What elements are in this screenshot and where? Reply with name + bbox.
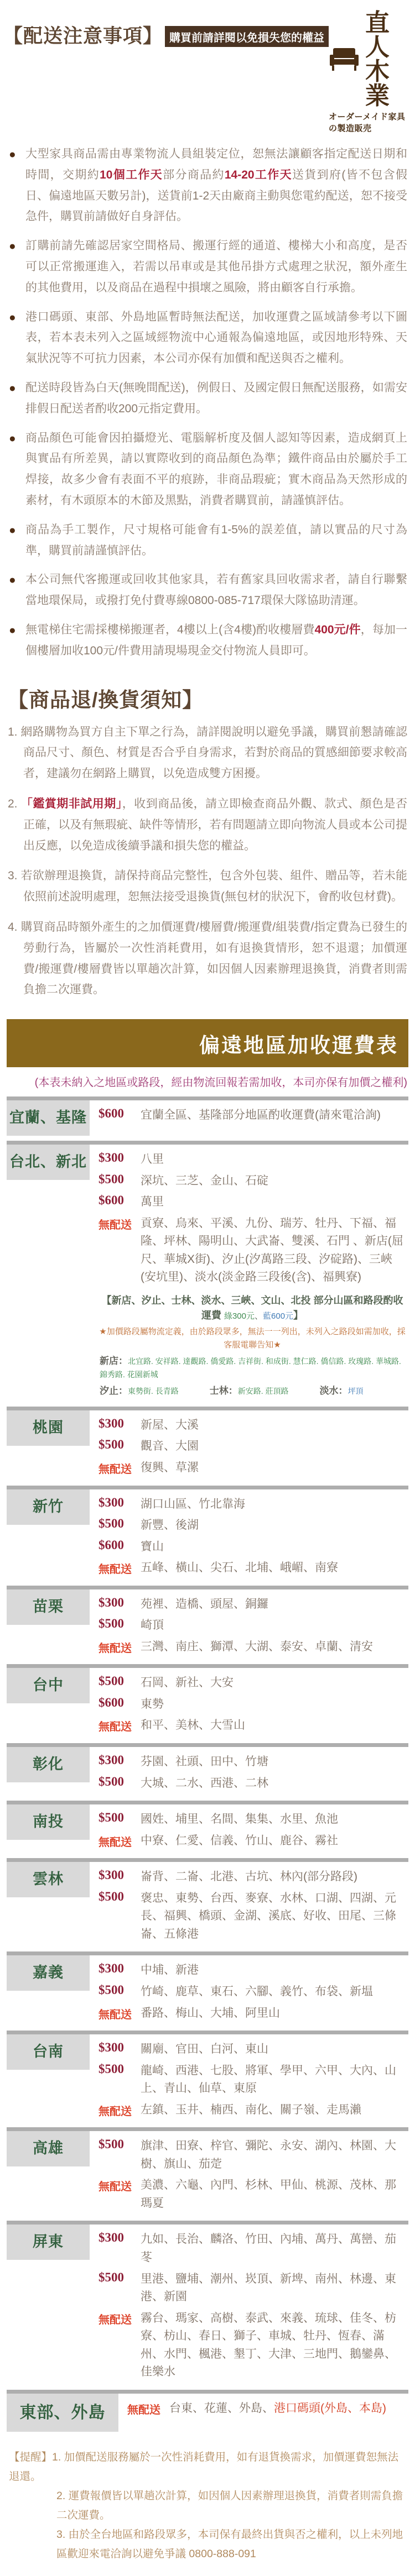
- text-segment: 汐止：: [100, 1385, 128, 1396]
- notice-text: [25, 311, 407, 365]
- fee-row-content: [90, 2034, 408, 2122]
- fee-price: $600: [98, 1538, 124, 1552]
- fee-noship-tag: 無配送: [98, 1721, 132, 1734]
- fee-areas: [141, 1559, 406, 1577]
- fee-areas: [141, 1151, 406, 1169]
- fee-price: $500: [98, 1889, 124, 1903]
- notice-text: [25, 523, 407, 557]
- fee-areas: [141, 1961, 406, 1980]
- bullet-icon: ●: [9, 381, 16, 395]
- fee-areas: [141, 1753, 406, 1771]
- fee-entry: [98, 1517, 406, 1535]
- return-item: [8, 794, 407, 856]
- returns-section: [0, 670, 415, 1001]
- text-segment: 10個工作天: [100, 168, 163, 181]
- text-segment: 關廟、官田、白河、東山: [141, 2043, 268, 2056]
- text-segment: 大城、二水、西港、二林: [141, 1776, 268, 1790]
- fee-row: [7, 2031, 408, 2127]
- text-segment: 3. 若欲辦理退換貨，請保持商品完整性，包含外包裝、組件、贈品等，若未能依照前述說明處理，恕無法接受退換貨(無包材的狀況下，會酌收包材費)。: [8, 869, 407, 904]
- fee-row-label: 台北、新北: [7, 1145, 90, 1180]
- text-segment: 深坑、三芝、金山、石碇: [141, 1174, 268, 1187]
- text-segment: ，每加一個樓層加收100元/件費用請現場現金交付物流人員即可。: [25, 623, 408, 657]
- fee-noship-tag: 無配送: [98, 2181, 132, 2194]
- title-group: [3, 21, 329, 49]
- fee-areas: [141, 2231, 406, 2267]
- fee-price: $500: [98, 1811, 124, 1825]
- fee-price: $500: [98, 1617, 124, 1631]
- fee-price: $500: [98, 1437, 124, 1452]
- fee-areas: [141, 1538, 406, 1556]
- fee-entry: [98, 2137, 406, 2173]
- notice-text: [25, 239, 407, 294]
- fee-row: [7, 2221, 408, 2389]
- text-segment: 東勢街. 長青路: [128, 1386, 179, 1395]
- fee-entry: [98, 2176, 406, 2212]
- text-segment: 宜蘭全區、基隆部分地區酌收運費(請來電洽詢): [141, 1109, 381, 1122]
- fee-areas: [169, 2400, 406, 2418]
- fee-areas: [141, 1983, 406, 2001]
- fee-price: $500: [98, 2137, 124, 2152]
- fee-entry: [98, 1496, 406, 1514]
- fee-entry: [98, 1961, 406, 1980]
- fee-areas: [141, 1890, 406, 1944]
- fee-entry: [98, 1215, 406, 1287]
- text-segment: 商品顏色可能會因拍攝燈光、電腦解析度及個人認知等因素，造成網頁上與實品有所差異，請以實際收到的商品顏色為準；鐵件商品由於屬於手工焊接，故多少會有表面不平的痕跡，非商品瑕疵；實木商品為天然形成的素材，有木頭原本的木節及黑點，消費者購買前，請謹慎評估。: [25, 431, 407, 507]
- text-segment: 台東、花蓮、外島、: [169, 2401, 274, 2415]
- text-segment: 左鎮、玉井、楠西、南化、關子嶺、走馬瀨: [141, 2103, 361, 2116]
- notices-list: [0, 136, 415, 662]
- notice-item: [8, 428, 407, 511]
- return-item: [8, 722, 407, 784]
- sofa-icon: [329, 47, 360, 72]
- fee-areas: [141, 1596, 406, 1614]
- text-segment: 萬里: [141, 1195, 164, 1209]
- footer-line: 2. 運費報價皆以單趟次計算，如因個人因素辦理退換貨，消費者則需負擔二次運費。: [56, 2489, 403, 2522]
- text-segment: 藍600元: [263, 1311, 294, 1321]
- notice-text: [25, 432, 407, 507]
- fee-areas: [141, 1416, 406, 1435]
- fee-noship-tag: 無配送: [98, 2313, 132, 2326]
- text-segment: 無電梯住宅需採樓梯搬運者，4樓以上(含4樓)酌收樓層費: [25, 623, 315, 636]
- fee-price: $500: [98, 1774, 124, 1788]
- text-segment: 1. 網路購物為買方自主下單之行為，請詳閱說明以避免爭議，購買前懇請確認商品尺寸、顏色、材質是否合乎自身需求，若對於商品的質感細節要求較高者，建議勿在網路上購買，以免造成雙方困擾。: [8, 725, 407, 780]
- fee-entry: [98, 1106, 406, 1125]
- fee-price: $300: [98, 1151, 124, 1165]
- fee-row-label: 東部、外島: [7, 2394, 118, 2432]
- fee-row-label: 苗栗: [7, 1589, 90, 1625]
- fee-areas: [141, 1811, 406, 1829]
- notice-item: [8, 620, 407, 662]
- fee-row-content: [90, 1489, 408, 1581]
- fee-row: [7, 1664, 408, 1743]
- fee-row: [7, 1141, 408, 1407]
- fee-row-content: [118, 2394, 408, 2432]
- fee-banner: 偏遠地區加收運費表: [7, 1019, 408, 1067]
- fee-entry: [98, 1775, 406, 1793]
- text-segment: 「鑑賞期非試用期」: [20, 797, 122, 810]
- bullet-icon: ●: [9, 574, 16, 587]
- notice-text: [25, 573, 407, 607]
- text-segment: 龍崎、西港、七股、將軍、學甲、六甲、大內、山上、青山、仙草、東原: [141, 2064, 396, 2095]
- fee-entry: [98, 2062, 406, 2098]
- fee-price: $500: [98, 1674, 124, 1688]
- fee-row: [7, 1486, 408, 1586]
- fee-row: [7, 1586, 408, 1665]
- fee-price: $300: [98, 2231, 124, 2245]
- fee-row-content: [90, 1804, 408, 1853]
- brand-top: [329, 11, 409, 108]
- text-segment: 旗津、田寮、梓官、彌陀、永安、湖內、林園、大樹、旗山、茄萣: [141, 2139, 396, 2170]
- fee-price: $600: [98, 1695, 124, 1709]
- text-segment: 寶山: [141, 1540, 164, 1553]
- notice-text: [25, 381, 407, 415]
- fee-noship-tag: 無配送: [98, 1463, 132, 1476]
- text-segment: 送貨到府(皆不包含假日、偏遠地區天數另計)，送貨前1-2天由廠商主動與您電約配送，恕不接受急件，購買前請做好自身評估。: [25, 168, 408, 223]
- text-segment: 2.: [8, 797, 21, 810]
- fee-entry: [98, 2231, 406, 2267]
- fee-areas: [141, 1106, 406, 1125]
- fee-entry: [98, 1416, 406, 1435]
- fee-table: [7, 1096, 408, 2437]
- fee-price: $600: [98, 1106, 124, 1121]
- text-segment: 】: [293, 1309, 304, 1321]
- text-segment: ★加價路段屬物流定義，由於路段眾多，無法一一列出，未列入之路段如需加收，採客服電聯告知★: [99, 1326, 406, 1350]
- text-segment: 訂購前請先確認居家空間格局、搬運行經的通道、樓梯大小和高度，是否可以正常搬運進入，若需以吊車或是其他吊掛方式處理之狀況，額外產生的其他費用，以及商品在過程中損壞之風險，將由顧客自行承擔。: [25, 239, 407, 294]
- fee-entry: [98, 1559, 406, 1577]
- fee-areas: [141, 1674, 406, 1692]
- fee-entry: [98, 1983, 406, 2001]
- fee-row: [7, 1096, 408, 1141]
- fee-price: $600: [98, 1193, 124, 1208]
- notice-item: [8, 144, 407, 227]
- fee-row-content: [90, 1410, 408, 1481]
- fee-row: [7, 2127, 408, 2221]
- fee-areas: [141, 2310, 406, 2381]
- notice-item: [8, 569, 407, 611]
- text-segment: 綠300元: [224, 1311, 255, 1321]
- text-segment: 和平、美林、大雪山: [141, 1719, 245, 1732]
- text-segment: 4. 購買商品時額外產生的之加價運費/樓層費/搬運費/組裝費/指定費為已發生的勞動行為，皆屬於一次性消耗費用，如有退換貨情形，恕不退還；加價運費/搬運費/樓層費皆以單趟次計算，如因個人因素辦理退換貨，消費者則需負擔二次運費。: [8, 920, 407, 996]
- subnote-line: [98, 1293, 406, 1323]
- text-segment: 北宜路. 安祥路. 達觀路. 僑愛路. 吉祥街. 和成街. 慧仁路. 僑信路. 玫瑰路. 華城路. 錦秀路. 花園新城: [100, 1356, 401, 1379]
- text-segment: 霧台、瑪家、高樹、泰武、來義、琉球、佳冬、枋寮、枋山、春日、獅子、車城、牡丹、恆春、滿州、水門、楓港、墾丁、大津、三地門、鵝鑾鼻、佳樂水: [141, 2311, 396, 2379]
- fee-entry: [98, 2005, 406, 2023]
- text-segment: ，收到商品後，請立即檢查商品外觀、款式、顏色是否正確，以及有無瑕疵、缺件等情形，若有問題請立即向物流人員或本公司提出反應，以免造成後續爭議和損失您的權益。: [23, 797, 407, 852]
- subnote-line: [98, 1384, 406, 1398]
- text-segment: 、: [255, 1311, 263, 1321]
- fee-row-label: 雲林: [7, 1862, 90, 1897]
- fee-areas: [141, 1496, 406, 1514]
- footer-notes: [0, 2437, 415, 2576]
- fee-row: [7, 1951, 408, 2031]
- fee-row-label: 屏東: [7, 2225, 90, 2260]
- text-segment: 貢寮、烏來、平溪、九份、瑞芳、牡丹、下福、福隆、坪林、陽明山、大武崙、雙溪、石門 、新店(屈尺、華城X街)、汐止(汐萬路三段、汐碇路)、三峽(安坑里)、淡水(淡金路三段後(含)、福興寮): [141, 1216, 403, 1284]
- fee-entry: [98, 1868, 406, 1886]
- text-segment: 石岡、新社、大安: [141, 1676, 234, 1690]
- text-segment: 部分商品約: [163, 168, 225, 181]
- text-segment: 新店：: [100, 1355, 128, 1366]
- fee-entry: [98, 2310, 406, 2381]
- fee-entry: [98, 1717, 406, 1735]
- text-segment: 三灣、南庄、獅潭、大湖、泰安、卓蘭、清安: [141, 1640, 373, 1653]
- returns-title: 【商品退/換貨須知】: [8, 688, 204, 711]
- subnote-line: [98, 1354, 406, 1382]
- text-segment: 番路、梅山、大埔、阿里山: [141, 2006, 280, 2019]
- fee-areas: [141, 1517, 406, 1535]
- fee-row-content: [90, 1955, 408, 2026]
- fee-areas: [141, 2062, 406, 2098]
- fee-row-label: 宜蘭、基隆: [7, 1100, 90, 1136]
- fee-noship-tag: 無配送: [98, 2105, 132, 2118]
- fee-areas: [141, 1638, 406, 1656]
- text-segment: 新豐、後湖: [141, 1519, 199, 1532]
- notice-text: [25, 623, 407, 657]
- fee-areas: [141, 1775, 406, 1793]
- fee-noship-tag: 無配送: [98, 1564, 132, 1576]
- fee-row-label: 新竹: [7, 1489, 90, 1525]
- fee-noship-tag: 無配送: [98, 1642, 132, 1655]
- text-segment: 湖口山區、竹北靠海: [141, 1497, 245, 1510]
- text-segment: 港口碼頭(外島、本島): [274, 2401, 386, 2415]
- text-segment: 港口碼頭、東部、外島地區暫時無法配送，加收運費之區域請參考以下圖表，若本表未列入之區域經物流中心通報為偏遠地區，或因地形特殊、天氣狀況等不可抗力因素，本公司亦保有加價和配送與否之權利。: [25, 310, 407, 365]
- text-segment: 九如、長治、麟洛、竹田、內埔、萬丹、萬巒、茄苳: [141, 2233, 396, 2264]
- fee-row-content: [90, 2131, 408, 2216]
- fee-price: $300: [98, 1495, 124, 1509]
- footer-line: 3. 由於全台地區和路段眾多，本司保有最終出貨與否之權利，以上未列地區歡迎來電洽詢以避免爭議 0800-888-091: [56, 2528, 403, 2561]
- text-segment: 配送時段皆為白天(無晚間配送)，例假日、及國定假日無配送服務，如需安排假日配送者酌收200元指定費用。: [25, 381, 407, 415]
- return-item: [8, 865, 407, 907]
- fee-noship-tag: 無配送: [98, 1219, 132, 1231]
- bullet-icon: ●: [9, 623, 16, 637]
- fee-entry: [98, 1151, 406, 1169]
- bullet-icon: ●: [9, 311, 16, 324]
- fee-banner-note: (本表未納入之地區或路段，經由物流回報若需加收，本司亦保有加價之權利): [34, 1077, 407, 1089]
- fee-row-label: 高雄: [7, 2131, 90, 2166]
- fee-entry: [98, 2040, 406, 2059]
- text-segment: 八里: [141, 1153, 164, 1166]
- text-segment: 苑裡、造橋、頭屋、銅鑼: [141, 1597, 268, 1610]
- fee-entry: [98, 1811, 406, 1829]
- fee-row-label: 台中: [7, 1668, 90, 1703]
- bullet-icon: ●: [9, 148, 16, 161]
- notice-item: [8, 377, 407, 419]
- fee-entry: [98, 1596, 406, 1614]
- text-segment: 中埔、新港: [141, 1964, 199, 1977]
- fee-areas: [141, 1868, 406, 1886]
- fee-areas: [141, 1617, 406, 1635]
- text-segment: 商品為手工製作，尺寸規格可能會有1-5%的誤差值，請以實品的尺寸為準，購買前請謹慎評估。: [25, 523, 407, 557]
- fee-row: [7, 1801, 408, 1858]
- fee-price: $500: [98, 2061, 124, 2076]
- fee-row-label: 南投: [7, 1804, 90, 1840]
- text-segment: 復興、草漯: [141, 1461, 199, 1475]
- fee-price: $500: [98, 1172, 124, 1186]
- fee-areas: [141, 1696, 406, 1714]
- fee-entry: [127, 2400, 406, 2418]
- fee-areas: [141, 2176, 406, 2212]
- text-segment: [179, 1387, 210, 1395]
- text-segment: 褒忠、東勢、台西、麥寮、水林、口湖、四湖、元長、福興、橋頭、金湖、溪底、好收、田尾、三條崙、五條港: [141, 1891, 396, 1940]
- fee-row-content: [90, 1862, 408, 1947]
- fee-areas: [141, 1437, 406, 1456]
- fee-areas: [141, 1215, 406, 1287]
- fee-entry: [98, 1674, 406, 1692]
- page-title: 【配送注意事項】: [3, 25, 163, 47]
- text-segment: 400元/件: [314, 623, 361, 636]
- text-segment: 【新店、汐止、士林、淡水、三峽、文山、北投 部分山區和路段酌收運費: [101, 1294, 403, 1321]
- fee-areas: [141, 2040, 406, 2059]
- fee-price: $300: [98, 2040, 124, 2055]
- text-segment: 14-20工作天: [224, 168, 292, 181]
- fee-entry: [98, 2270, 406, 2306]
- fee-entry: [98, 1617, 406, 1635]
- text-segment: 東勢: [141, 1697, 164, 1711]
- fee-noship-tag: 無配送: [98, 2008, 132, 2021]
- fee-row-content: [90, 2225, 408, 2384]
- footer-line: 【提醒】1. 加價配送服務屬於一次性消耗費用，如有退貨換需求，加價運費恕無法退還。: [9, 2451, 399, 2483]
- text-segment: 淡水：: [319, 1385, 348, 1396]
- bullet-icon: ●: [9, 523, 16, 537]
- bullet-icon: ●: [9, 240, 16, 253]
- text-segment: 崎頂: [141, 1619, 164, 1632]
- title-badge: 購買前請詳閱以免損失您的權益: [165, 26, 329, 47]
- notice-item: [8, 520, 407, 562]
- fee-areas: [141, 1193, 406, 1211]
- text-segment: 五峰、橫山、尖石、北埔、峨嵋、南寮: [141, 1561, 338, 1575]
- fee-row-label: 彰化: [7, 1747, 90, 1782]
- fee-row: [7, 1858, 408, 1951]
- fee-price: $300: [98, 1595, 124, 1609]
- notice-item: [8, 235, 407, 298]
- fee-subnote: [98, 1293, 406, 1398]
- fee-entry: [98, 1753, 406, 1771]
- fee-areas: [141, 1717, 406, 1735]
- subnote-line: [98, 1325, 406, 1352]
- brand-subtitle: オーダーメイド家具の製造販売: [329, 112, 406, 133]
- text-segment: 士林：: [209, 1385, 238, 1396]
- notice-item: [8, 307, 407, 369]
- fee-row-content: [90, 1100, 408, 1136]
- fee-row-label: 嘉義: [7, 1955, 90, 1991]
- fee-areas: [141, 2137, 406, 2173]
- fee-entry: [98, 1832, 406, 1850]
- text-segment: 竹崎、鹿草、東石、六腳、義竹、布袋、新塭: [141, 1985, 373, 1998]
- fee-price: $500: [98, 2270, 124, 2284]
- fee-noship-tag: 無配送: [127, 2404, 160, 2416]
- fee-entry: [98, 1538, 406, 1556]
- fee-entry: [98, 2101, 406, 2119]
- text-segment: 美濃、六龜、內門、杉林、甲仙、桃源、茂林、那瑪夏: [141, 2179, 396, 2210]
- fee-row-content: [90, 1668, 408, 1738]
- fee-entry: [98, 1193, 406, 1211]
- text-segment: 國姓、埔里、名間、集集、水里、魚池: [141, 1813, 338, 1826]
- fee-row-label: 台南: [7, 2034, 90, 2070]
- text-segment: 崙背、二崙、北港、古坑、林內(部分路段): [141, 1870, 357, 1884]
- fee-price: $300: [98, 1961, 124, 1976]
- text-segment: 新屋、大溪: [141, 1418, 199, 1431]
- fee-row-content: [90, 1589, 408, 1660]
- fee-row-label: 桃園: [7, 1410, 90, 1446]
- text-segment: [289, 1387, 320, 1395]
- fee-row: [7, 1407, 408, 1486]
- text-segment: 坪頂: [347, 1386, 364, 1395]
- fee-entry: [98, 1696, 406, 1714]
- fee-areas: [141, 1832, 406, 1850]
- fee-price: $300: [98, 1753, 124, 1767]
- return-item: [8, 917, 407, 1000]
- fee-areas: [141, 2101, 406, 2119]
- bullet-icon: ●: [9, 432, 16, 445]
- fee-row: [7, 1743, 408, 1801]
- fee-price: $300: [98, 1868, 124, 1882]
- fee-entry: [98, 1459, 406, 1477]
- returns-list: [8, 722, 407, 1001]
- fee-areas: [141, 2270, 406, 2306]
- fee-areas: [141, 2005, 406, 2023]
- fee-areas: [141, 1459, 406, 1477]
- fee-noship-tag: 無配送: [98, 1836, 132, 1849]
- fee-row: [7, 2390, 408, 2437]
- text-segment: 大型家具商品需由專業物流人員組裝定位，恕無法讓顧客指定配送日期和時間，交期約: [25, 148, 407, 181]
- fee-entry: [98, 1638, 406, 1656]
- brand-name: 直人木業: [365, 9, 391, 109]
- fee-entry: [98, 1890, 406, 1944]
- text-segment: 觀音、大園: [141, 1440, 199, 1453]
- text-segment: 里港、鹽埔、潮州、崁頂、新埤、南州、林邊、東港、新園: [141, 2272, 396, 2304]
- fee-price: $500: [98, 1982, 124, 1997]
- notice-text: [25, 148, 407, 223]
- fee-entry: [98, 1437, 406, 1456]
- text-segment: 本公司無代客搬運或回收其他家具，若有舊家具回收需求者，請自行聯繫當地環保局，或撥打免付費專線0800-085-717環保大隊協助清運。: [25, 573, 407, 607]
- fee-price: $300: [98, 1416, 124, 1430]
- fee-price: $500: [98, 1517, 124, 1531]
- fee-row-content: [90, 1747, 408, 1796]
- text-segment: 芬園、社頭、田中、竹塘: [141, 1755, 268, 1769]
- text-segment: 中寮、仁愛、信義、竹山、鹿谷、霧社: [141, 1834, 338, 1847]
- text-segment: 新安路. 莊頂路: [237, 1386, 289, 1395]
- fee-row-content: [90, 1145, 408, 1402]
- brand-logo: [329, 11, 411, 134]
- fee-areas: [141, 1172, 406, 1190]
- page-header: [0, 0, 415, 136]
- fee-entry: [98, 1172, 406, 1190]
- fee-table-section: [0, 1019, 415, 2437]
